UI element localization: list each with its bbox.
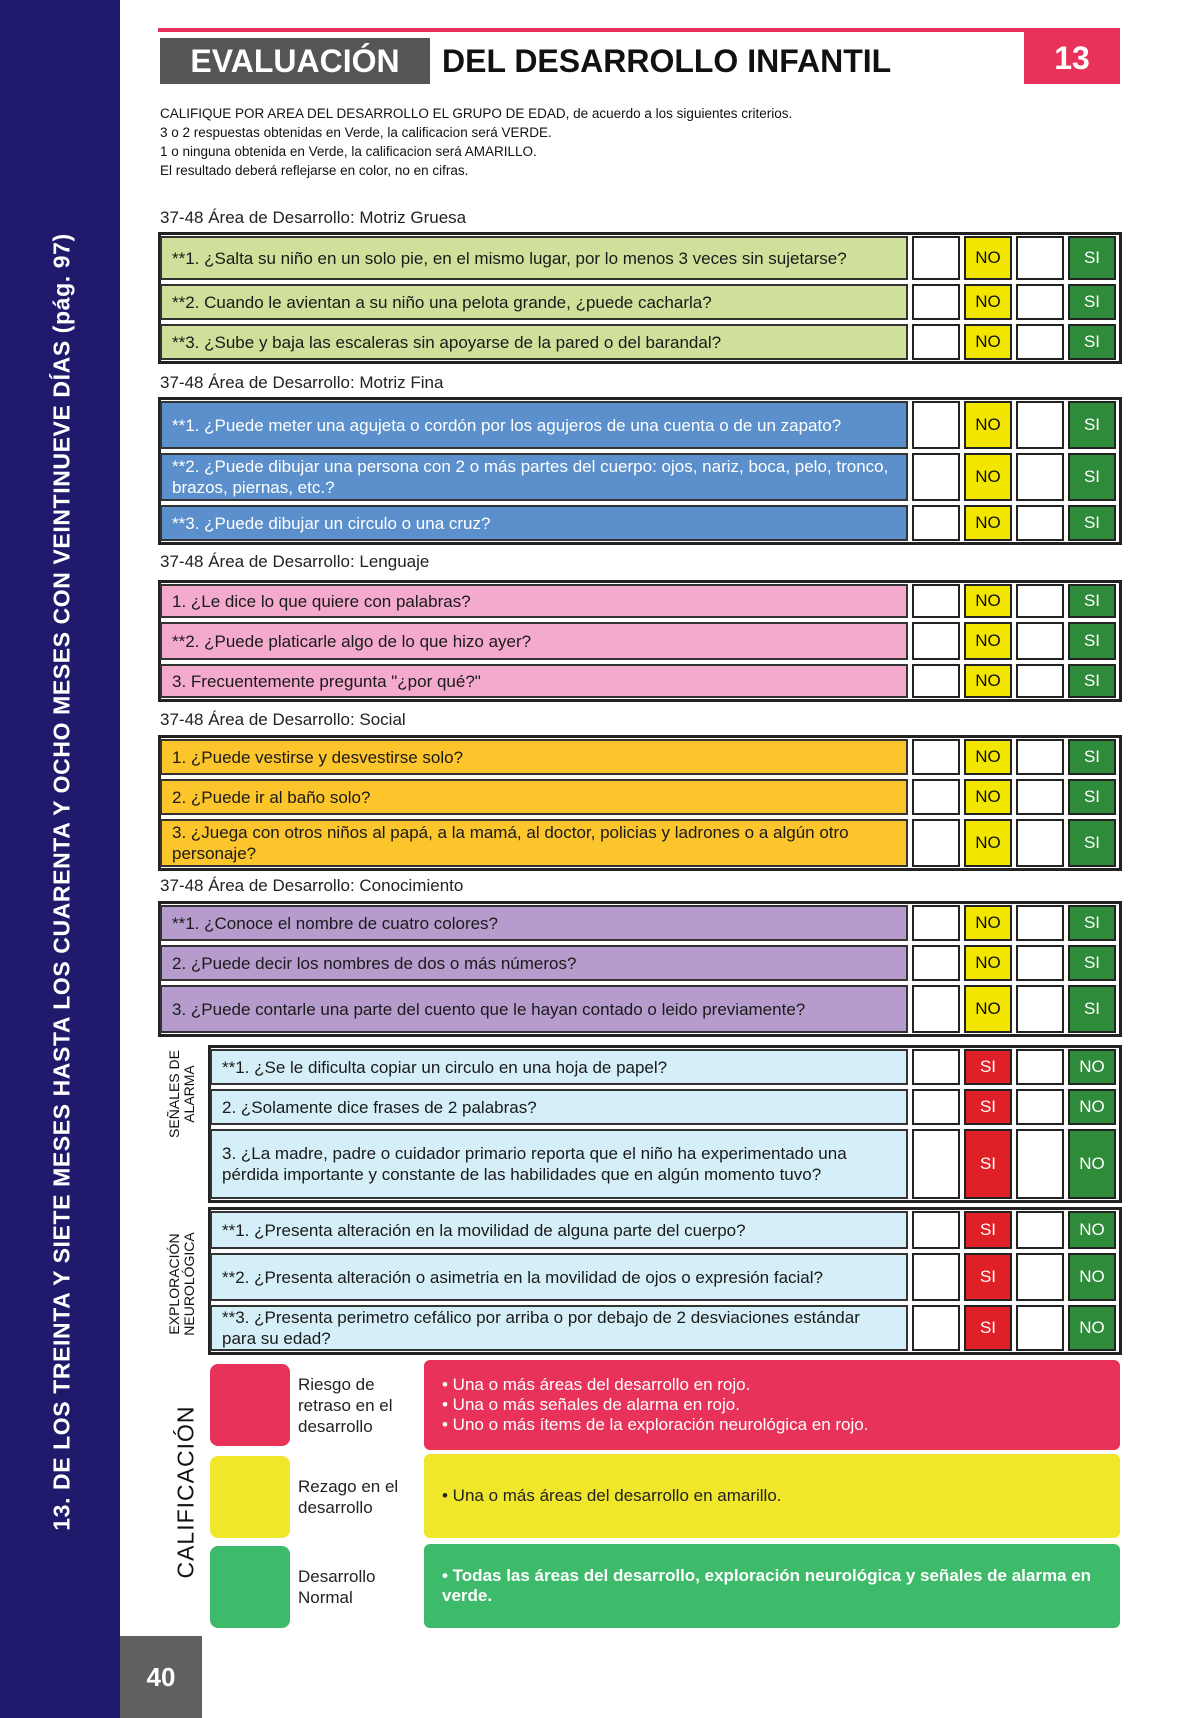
answer-checkbox[interactable] <box>912 739 960 775</box>
alarm-row <box>210 1049 1120 1085</box>
answer-checkbox[interactable] <box>1016 236 1064 280</box>
question-text: **3. ¿Puede dibujar un circulo o una cruz? <box>160 505 908 541</box>
answer-si[interactable]: SI <box>1068 779 1116 815</box>
page-title: DEL DESARROLLO INFANTIL <box>442 42 892 79</box>
answer-checkbox[interactable] <box>912 1211 960 1249</box>
answer-no[interactable]: NO <box>1068 1129 1116 1199</box>
question-row <box>160 945 1120 981</box>
answer-checkbox[interactable] <box>1016 739 1064 775</box>
answer-checkbox[interactable] <box>912 1089 960 1125</box>
answer-checkbox[interactable] <box>1016 905 1064 941</box>
answer-si[interactable]: SI <box>1068 905 1116 941</box>
neuro-question: **3. ¿Presenta perimetro cefálico por arriba o por debajo de 2 desviaciones estándar para su edad? <box>210 1305 908 1351</box>
neuro-question: **1. ¿Presenta alteración en la movilidad de alguna parte del cuerpo? <box>210 1211 908 1249</box>
question-row <box>160 739 1120 775</box>
answer-no[interactable]: NO <box>964 236 1012 280</box>
question-row <box>160 819 1120 867</box>
answer-checkbox[interactable] <box>1016 284 1064 320</box>
answer-si[interactable]: SI <box>1068 505 1116 541</box>
answer-si[interactable]: SI <box>1068 739 1116 775</box>
answer-no[interactable]: NO <box>964 905 1012 941</box>
alarm-signs-label: SEÑALES DE ALARMA <box>166 1050 197 1138</box>
answer-no[interactable]: NO <box>964 985 1012 1033</box>
answer-checkbox[interactable] <box>1016 1049 1064 1085</box>
rating-panel-risk <box>424 1360 1120 1450</box>
answer-si[interactable]: SI <box>964 1049 1012 1085</box>
answer-checkbox[interactable] <box>912 622 960 660</box>
question-row <box>160 284 1120 320</box>
answer-si[interactable]: SI <box>1068 819 1116 867</box>
answer-si[interactable]: SI <box>964 1253 1012 1301</box>
bullet-item: • Una o más áreas del desarrollo en amarillo. <box>442 1486 782 1505</box>
answer-si[interactable]: SI <box>1068 945 1116 981</box>
answer-checkbox[interactable] <box>1016 1089 1064 1125</box>
answer-no[interactable]: NO <box>1068 1211 1116 1249</box>
question-text: 2. ¿Puede decir los nombres de dos o más números? <box>160 945 908 981</box>
answer-no[interactable]: NO <box>964 622 1012 660</box>
section-label-motriz-gruesa: 37-48 Área de Desarrollo: Motriz Gruesa <box>160 208 467 227</box>
question-row <box>160 236 1120 280</box>
answer-no[interactable]: NO <box>1068 1089 1116 1125</box>
answer-si[interactable]: SI <box>1068 284 1116 320</box>
answer-no[interactable]: NO <box>964 324 1012 360</box>
question-text: **2. ¿Puede platicarle algo de lo que hizo ayer? <box>160 622 908 660</box>
section-label-motriz-fina: 37-48 Área de Desarrollo: Motriz Fina <box>160 373 444 392</box>
answer-checkbox[interactable] <box>912 985 960 1033</box>
answer-no[interactable]: NO <box>1068 1253 1116 1301</box>
rating-label-risk: Riesgo de retraso en el desarrollo <box>298 1374 393 1436</box>
answer-checkbox[interactable] <box>912 453 960 501</box>
answer-no[interactable]: NO <box>964 664 1012 698</box>
rating-panel-lag <box>424 1454 1120 1538</box>
question-row <box>160 905 1120 941</box>
rating-panel-normal <box>424 1544 1120 1628</box>
answer-checkbox[interactable] <box>1016 819 1064 867</box>
question-row <box>160 779 1120 815</box>
swatch-red <box>210 1364 290 1446</box>
answer-si[interactable]: SI <box>1068 622 1116 660</box>
question-row <box>160 622 1120 660</box>
neuro-exam-label: EXPLORACIÓN NEUROLÓGICA <box>166 1232 197 1336</box>
instructions <box>160 104 1120 180</box>
answer-checkbox[interactable] <box>912 284 960 320</box>
answer-checkbox[interactable] <box>1016 1305 1064 1351</box>
answer-checkbox[interactable] <box>912 401 960 449</box>
instruction-line: 3 o 2 respuestas obtenidas en Verde, la calificacion será VERDE. <box>160 125 552 140</box>
sidebar-title: 13. DE LOS TREINTA Y SIETE MESES HASTA LOS CUARENTA Y OCHO MESES CON VEINTINUEVE DÍAS (pág. 97) <box>48 233 75 1531</box>
instruction-line: CALIFIQUE POR AREA DEL DESARROLLO EL GRUPO DE EDAD, de acuerdo a los siguientes criterios. <box>160 106 793 121</box>
section-label-lenguaje: 37-48 Área de Desarrollo: Lenguaje <box>160 552 430 571</box>
answer-checkbox[interactable] <box>912 236 960 280</box>
question-text: 1. ¿Le dice lo que quiere con palabras? <box>160 584 908 618</box>
bullet-item: • Uno o más ítems de la exploración neurológica en rojo. <box>442 1415 869 1434</box>
bullet-item: • Todas las áreas del desarrollo, exploración neurológica y señales de alarma en verde. <box>442 1566 1092 1605</box>
answer-checkbox[interactable] <box>1016 324 1064 360</box>
question-text: **1. ¿Puede meter una agujeta o cordón por los agujeros de una cuenta o de un zapato? <box>160 401 908 449</box>
answer-no[interactable]: NO <box>964 819 1012 867</box>
answer-checkbox[interactable] <box>912 1253 960 1301</box>
answer-checkbox[interactable] <box>912 819 960 867</box>
alarm-row <box>210 1089 1120 1125</box>
answer-checkbox[interactable] <box>1016 945 1064 981</box>
section-label-social: 37-48 Área de Desarrollo: Social <box>160 710 406 729</box>
answer-checkbox[interactable] <box>1016 664 1064 698</box>
alarm-question: 2. ¿Solamente dice frases de 2 palabras? <box>210 1089 908 1125</box>
neuro-row <box>210 1305 1120 1351</box>
answer-checkbox[interactable] <box>1016 1211 1064 1249</box>
answer-si[interactable]: SI <box>964 1305 1012 1351</box>
answer-checkbox[interactable] <box>912 779 960 815</box>
question-text: 1. ¿Puede vestirse y desvestirse solo? <box>160 739 908 775</box>
answer-no[interactable]: NO <box>964 739 1012 775</box>
answer-checkbox[interactable] <box>1016 584 1064 618</box>
question-text: 3. ¿Juega con otros niños al papá, a la mamá, al doctor, policias y ladrones o a algún otro personaje? <box>160 819 908 867</box>
answer-si[interactable]: SI <box>964 1129 1012 1199</box>
title-number-badge: 13 <box>1024 32 1120 84</box>
page-number: 40 <box>120 1636 202 1718</box>
answer-si[interactable]: SI <box>964 1211 1012 1249</box>
answer-checkbox[interactable] <box>1016 779 1064 815</box>
section-label-conocimiento: 37-48 Área de Desarrollo: Conocimiento <box>160 876 464 895</box>
answer-si[interactable]: SI <box>1068 324 1116 360</box>
question-text: **3. ¿Sube y baja las escaleras sin apoyarse de la pared o del barandal? <box>160 324 908 360</box>
answer-checkbox[interactable] <box>912 905 960 941</box>
answer-checkbox[interactable] <box>912 505 960 541</box>
bullet-item: • Una o más señales de alarma en rojo. <box>442 1395 740 1414</box>
question-text: 3. ¿Puede contarle una parte del cuento que le hayan contado o leido previamente? <box>160 985 908 1033</box>
question-row <box>160 453 1120 501</box>
answer-si[interactable]: SI <box>1068 236 1116 280</box>
question-row <box>160 985 1120 1033</box>
question-text: **2. ¿Puede dibujar una persona con 2 o más partes del cuerpo: ojos, nariz, boca, pelo, tronco, brazos, piernas, etc.? <box>160 453 908 501</box>
answer-checkbox[interactable] <box>1016 453 1064 501</box>
calificacion-title: CALIFICACIÓN <box>172 1405 199 1579</box>
alarm-row <box>210 1129 1120 1199</box>
bullet-item: • Una o más áreas del desarrollo en rojo. <box>442 1375 751 1394</box>
answer-checkbox[interactable] <box>1016 622 1064 660</box>
neuro-row <box>210 1211 1120 1249</box>
answer-si[interactable]: SI <box>1068 584 1116 618</box>
answer-checkbox[interactable] <box>912 584 960 618</box>
question-text: **2. Cuando le avientan a su niño una pelota grande, ¿puede cacharla? <box>160 284 908 320</box>
answer-checkbox[interactable] <box>1016 401 1064 449</box>
title-evaluacion: EVALUACIÓN <box>160 38 430 84</box>
answer-checkbox[interactable] <box>912 1049 960 1085</box>
neuro-row <box>210 1253 1120 1301</box>
question-text: **1. ¿Conoce el nombre de cuatro colores? <box>160 905 908 941</box>
answer-no[interactable]: NO <box>1068 1049 1116 1085</box>
instruction-line: 1 o ninguna obtenida en Verde, la calificacion será AMARILLO. <box>160 144 537 159</box>
answer-checkbox[interactable] <box>912 664 960 698</box>
answer-checkbox[interactable] <box>912 324 960 360</box>
answer-si[interactable]: SI <box>1068 664 1116 698</box>
answer-no[interactable]: NO <box>964 945 1012 981</box>
header-rule <box>158 28 1120 32</box>
alarm-question: 3. ¿La madre, padre o cuidador primario reporta que el niño ha experimentado una pérdida importante y constante de las habilidades que en algún momento tuvo? <box>210 1129 908 1199</box>
question-text: 3. Frecuentemente pregunta "¿por qué?" <box>160 664 908 698</box>
answer-no[interactable]: NO <box>1068 1305 1116 1351</box>
answer-checkbox[interactable] <box>1016 985 1064 1033</box>
neuro-question: **2. ¿Presenta alteración o asimetria en la movilidad de ojos o expresión facial? <box>210 1253 908 1301</box>
answer-no[interactable]: NO <box>964 401 1012 449</box>
alarm-question: **1. ¿Se le dificulta copiar un circulo en una hoja de papel? <box>210 1049 908 1085</box>
answer-checkbox[interactable] <box>1016 505 1064 541</box>
rating-label-lag: Rezago en el desarrollo <box>298 1477 399 1517</box>
question-row <box>160 401 1120 449</box>
answer-no[interactable]: NO <box>964 453 1012 501</box>
question-text: **1. ¿Salta su niño en un solo pie, en el mismo lugar, por lo menos 3 veces sin sujetarse? <box>160 236 908 280</box>
rating-label-normal: Desarrollo Normal <box>298 1567 376 1607</box>
answer-si[interactable]: SI <box>1068 453 1116 501</box>
answer-checkbox[interactable] <box>1016 1129 1064 1199</box>
question-text: 2. ¿Puede ir al baño solo? <box>160 779 908 815</box>
answer-no[interactable]: NO <box>964 505 1012 541</box>
answer-si[interactable]: SI <box>1068 985 1116 1033</box>
swatch-green <box>210 1546 290 1628</box>
answer-si[interactable]: SI <box>1068 401 1116 449</box>
answer-checkbox[interactable] <box>912 1129 960 1199</box>
swatch-yellow <box>210 1456 290 1538</box>
question-row <box>160 584 1120 618</box>
answer-si[interactable]: SI <box>964 1089 1012 1125</box>
question-row <box>160 324 1120 360</box>
instruction-line: El resultado deberá reflejarse en color, no en cifras. <box>160 163 469 178</box>
question-row <box>160 664 1120 698</box>
answer-no[interactable]: NO <box>964 584 1012 618</box>
answer-no[interactable]: NO <box>964 779 1012 815</box>
answer-no[interactable]: NO <box>964 284 1012 320</box>
answer-checkbox[interactable] <box>1016 1253 1064 1301</box>
question-row <box>160 505 1120 541</box>
answer-checkbox[interactable] <box>912 1305 960 1351</box>
answer-checkbox[interactable] <box>912 945 960 981</box>
